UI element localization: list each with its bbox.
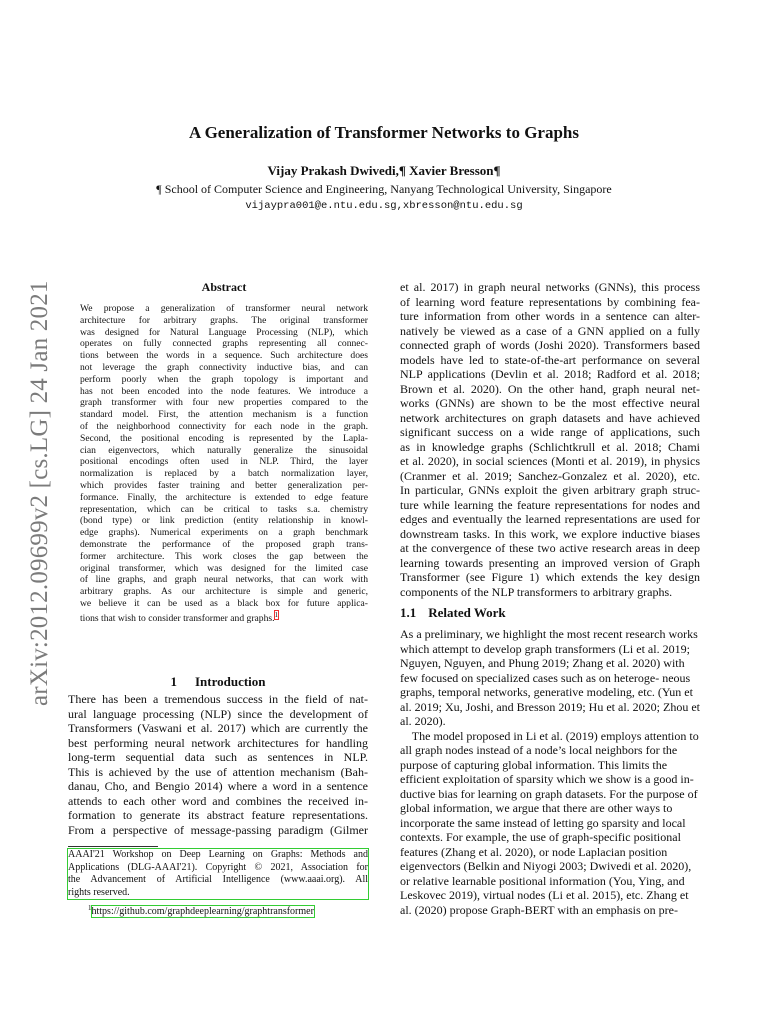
abstract-line: formance. Finally, the architecture is extended to edge feature [80, 491, 368, 503]
related-line: features (Zhang et al. 2020), or node Laplacian position [400, 844, 668, 859]
col2-line: models have led to state-of-the-art performance on several [400, 352, 700, 367]
col2-line: network architectures on graph datasets and have achieved [400, 410, 700, 425]
abstract-line: cian eigenvectors, which naturally generalize the sinusoidal [80, 444, 368, 456]
abstract-line: of line graphs, and graph neural networks, that can work with [80, 574, 368, 586]
abstract-line: has not been encoded into the node features. We introduce a [80, 385, 368, 397]
col2-line: connected graph of words (Joshi 2020). Transformers based [400, 338, 700, 352]
abstract-line: which provides faster training and better generalization per- [80, 479, 368, 491]
abstract-body [80, 303, 368, 625]
related-line: eigenvectors (Belkin and Niyogi 2003; Dwivedi et al. 2020), [400, 859, 692, 873]
related-line: ductive bias for learning on graph datasets. For the purpose [400, 786, 685, 801]
col2-line: Brown et al. 2020). On the other hand, graph neural net- [400, 381, 700, 396]
abstract-line: positional encodings often used in NLP. Third, the layer [80, 456, 368, 468]
col2-line: significant success on a wide range of applications, such [400, 425, 700, 439]
abstract-line: we believe it can be used as a black box for future applica- [80, 597, 368, 609]
paper-emails[interactable]: vijaypra001@e.ntu.edu.sg,xbresson@ntu.edu.sg [245, 200, 523, 212]
footnote-copyright-text[interactable]: AAAI'21 Workshop on Deep Learning on Graphs: Methods and Applications (DLG-AAAI'21). Copyright © 2021, Association for the Advancement of Artificial Intelligence (www.aaai.org). All rights reserved. [68, 849, 368, 898]
related-line: the purpose of capturing global information. This limits the [400, 743, 678, 772]
col2-line: ture while learning the feature representations for nodes and [400, 497, 700, 512]
related-line: efficient exploitation of sparsity which we show is a good in- [400, 772, 694, 786]
intro-line: best performing neural network architectures for handling [68, 735, 368, 750]
section-related-work-heading: 1.1 Related Work [400, 605, 506, 620]
related-line: contexts. For example, the use of graph-specific positional [400, 830, 681, 844]
related-line: or relative learnable positional information (You, Ying, and [400, 873, 685, 888]
abstract-line: edge graphs). Numerical experiments on a graph benchmark [80, 527, 368, 539]
intro-line: Transformers (Vaswani et al. 2017) which are currently the [68, 721, 368, 735]
abstract-heading: Abstract [201, 280, 247, 294]
abstract-line: not leverage the graph connectivity inductive bias, and can [80, 361, 368, 373]
col2-line: et al. 2020), in social sciences (Monti et al. 2019), in physics [400, 454, 700, 468]
related-line: works which attempt to develop graph transformers (Li et al. [400, 627, 698, 656]
intro-line: danau, Cho, and Bengio 2014) where a word in a sentence [68, 779, 368, 793]
col2-line: works (GNNs) are shown to be the most effective neural [400, 396, 700, 410]
col2-line: as in knowledge graphs (Schlichtkrull et al. 2018; Chami [400, 439, 700, 454]
related-line: et al. (2020) propose Graph-BERT with an emphasis on pre- [400, 888, 689, 917]
abstract-line: of the neighborhood connectivity for each node in the graph. [80, 420, 368, 432]
related-line: to all graph nodes instead of a node’s local neighbors for [400, 728, 699, 757]
abstract-line: We propose a generalization of transformer neural network [80, 303, 368, 314]
abstract-line: arbitrary graphs. As our architecture is simple and generic, [80, 586, 368, 598]
related-line: 2020; Zhou et al. 2020). [400, 699, 700, 728]
abstract-line: operates on fully connected graphs representing all connec- [80, 338, 368, 350]
col2-line: learning towards presenting an improved version of Graph [400, 555, 700, 570]
paper-affiliation: ¶ School of Computer Science and Engineering, Nanyang Technological University, Singapore [156, 182, 612, 196]
col2-line: of learning word feature representations by combining fea- [400, 294, 700, 309]
abstract-line-last: tions that wish to consider transformer and graphs.$^1$ [80, 610, 278, 624]
footnote-github-link[interactable]: $^1$https://github.com/graphdeeplearning/graphtransformer [88, 904, 314, 918]
paper-title: A Generalization of Transformer Networks to Graphs [188, 123, 579, 142]
abstract-line: original transformer, which was designed for the limited case [80, 562, 368, 574]
intro-line: long-term sequential data such as sentences in NLP. [68, 750, 368, 764]
related-line: with few focused on specialized cases such as on heteroge- [400, 656, 685, 685]
related-line: (Yun et al. 2019; Xu, Joshi, and Bresson 2019; Hu et al. [400, 685, 693, 714]
col2-line: In particular, GNNs exploit the given arbitrary graph struc- [400, 483, 700, 497]
related-line: of global information, we argue that there are other ways to [400, 786, 698, 815]
intro-line: There has been a tremendous success in the field of nat- [68, 692, 368, 706]
paper-authors: Vijay Prakash Dwivedi,¶ Xavier Bresson¶ [267, 163, 501, 178]
abstract-line: normalization is replaced by a batch normalization layer, [80, 468, 368, 480]
abstract-line: standard model. First, the attention mechanism is a function [80, 409, 368, 421]
related-line: neous graphs, temporal networks, generative modeling, etc. [400, 670, 691, 699]
arxiv-identifier: arXiv:2012.09699v2 [cs.LG] 24 Jan 2021 [26, 280, 53, 706]
col2-line: downstream tasks. In this work, we explore inductive biases [400, 526, 700, 541]
col2-line: ture information from other words in a sentence can alter- [400, 309, 700, 323]
abstract-line: demonstrate the performance of the proposed graph trans- [80, 538, 368, 550]
col2-line: et al. 2017) in graph neural networks (GNNs), this process [400, 280, 700, 294]
col2-line: Transformer (see Figure 1) which extends the key design [400, 570, 700, 584]
abstract-line: former architecture. This work closes the gap between the [80, 550, 368, 562]
abstract-line: was designed for Natural Language Processing (NLP), which [80, 326, 368, 338]
related-line: The model proposed in Li et al. (2019) employs attention [400, 728, 687, 743]
copyright-footnote [68, 849, 368, 919]
abstract-line: architecture for arbitrary graphs. The original transformer [80, 314, 368, 326]
related-line: incorporate the same instead of letting go sparsity and local [400, 815, 686, 830]
col2-line: natively be viewed as a case of a GNN applied on a fully [400, 323, 700, 338]
footnote-marker-link[interactable]: 1 [274, 610, 278, 619]
section-introduction-heading: 1 Introduction [170, 674, 266, 689]
related-work-body [400, 627, 700, 917]
abstract-line: graph transformer with four new properties compared to the [80, 397, 368, 409]
abstract-line: Second, the positional encoding is represented by the Lapla- [80, 432, 368, 444]
col2-line: (Cranmer et al. 2019; Sanchez-Gonzalez et al. 2020), etc. [400, 468, 700, 483]
related-line: 2019; Nguyen, Nguyen, and Phung 2019; Zhang et al. 2020) [400, 641, 690, 670]
introduction-body [68, 692, 368, 837]
column2-intro-body [400, 280, 700, 599]
abstract-line: perform poorly when the graph topology is important and [80, 373, 368, 385]
intro-line: attends to each other word and combines the received in- [68, 793, 368, 808]
abstract-line: tions between the words in a sequence. Such architecture does [80, 350, 368, 362]
col2-line: components of the NLP transformers to arbitrary graphs. [400, 584, 673, 599]
abstract-line: representation, which can be critical to tasks s.a. chemistry [80, 503, 368, 515]
related-line: As a preliminary, we highlight the most recent research [400, 627, 666, 641]
col2-line: at the convergence of these two active research areas in deep [400, 541, 700, 555]
intro-line: This is achieved by the use of attention mechanism (Bah- [68, 764, 368, 779]
abstract-line: (bond type) or link prediction (entity relationship in knowl- [80, 515, 368, 527]
intro-line: ural language processing (NLP) since the development of [68, 706, 368, 721]
intro-line: formation to generate its abstract feature representations. [68, 808, 368, 822]
intro-line: From a perspective of message-passing paradigm (Gilmer [68, 822, 368, 837]
col2-line: NLP applications (Devlin et al. 2018; Radford et al. 2018; [400, 367, 700, 381]
col2-line: edges and eventually the learned representations are used for [400, 512, 700, 526]
related-line: Leskovec 2019), virtual nodes (Li et al. 2015), etc. Zhang [400, 888, 677, 902]
footnote-rule [68, 846, 158, 847]
